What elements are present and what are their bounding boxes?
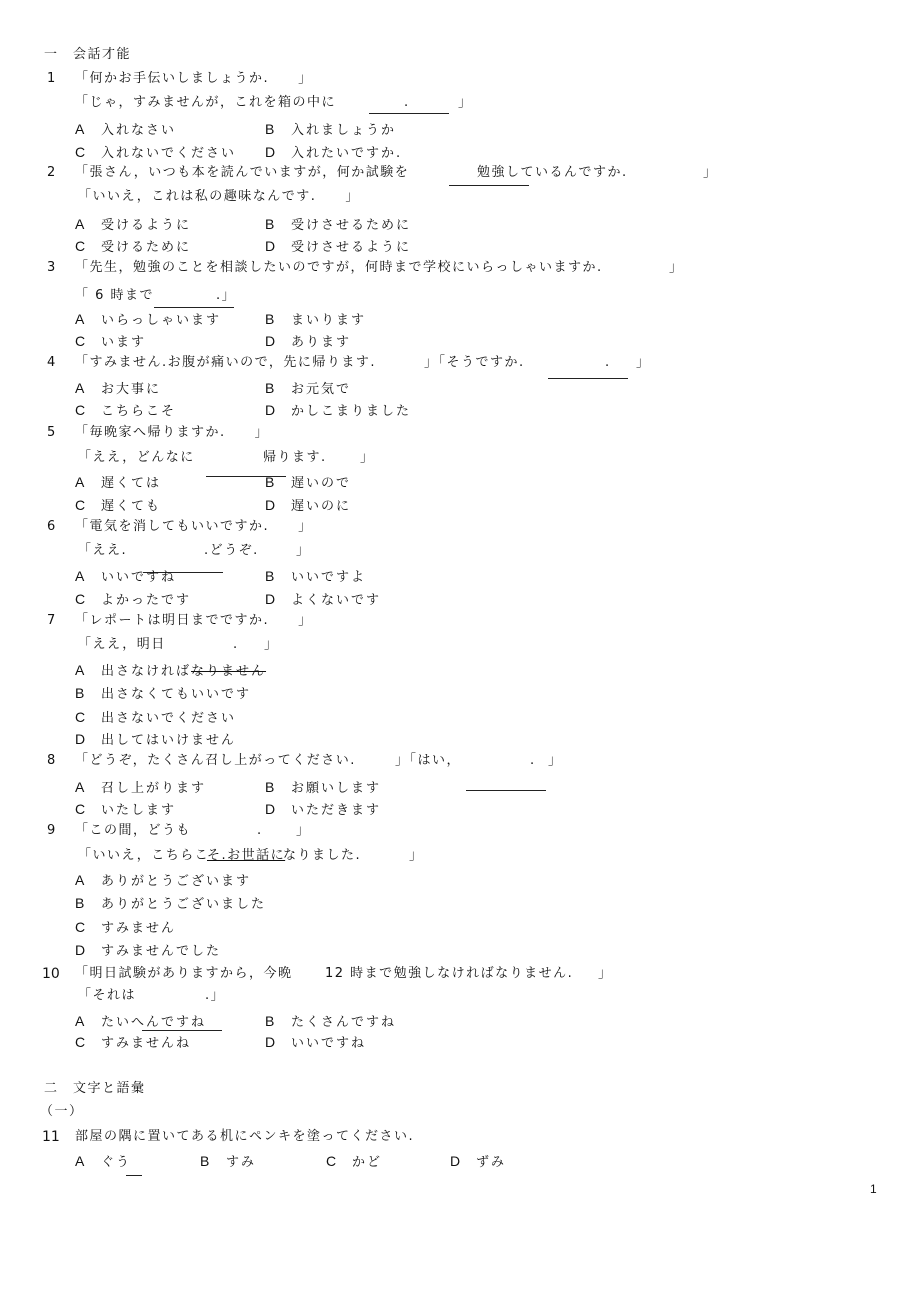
option-c: C こちらこそ bbox=[75, 402, 177, 419]
question-line: 「レポートは明日までですか. 」 bbox=[75, 613, 313, 628]
option-b: B お元気で bbox=[265, 380, 352, 397]
option-c: C すみませんね bbox=[75, 1034, 192, 1051]
option-b: B ありがとうございました bbox=[75, 895, 267, 912]
question-line: 「明日試験がありますから，今晩 bbox=[75, 966, 293, 981]
page-number: 1 bbox=[870, 1182, 877, 1196]
option-b: B お願いします bbox=[265, 779, 382, 796]
option-c: C 出さないでください bbox=[75, 709, 237, 726]
question-line: 「いいえ，こちらこ bbox=[78, 848, 210, 863]
question-line: 「電気を消してもいいですか. 」 bbox=[75, 519, 313, 534]
close-bracket: 」 bbox=[548, 753, 563, 768]
option-a: A ぐう bbox=[75, 1153, 132, 1170]
option-b: B たくさんですね bbox=[265, 1013, 397, 1030]
question-number: 5 bbox=[47, 425, 56, 440]
question-number: 4 bbox=[47, 355, 56, 370]
question-line: 「張さん，いつも本を読んでいますが，何か試験を bbox=[75, 165, 410, 180]
option-b: B いいですよ bbox=[265, 568, 367, 585]
option-c: C かど bbox=[326, 1153, 383, 1170]
close-bracket: 」 bbox=[264, 637, 279, 652]
option-d: D すみませんでした bbox=[75, 942, 222, 959]
question-line: 「すみません.お腹が痛いので，先に帰ります. bbox=[75, 355, 377, 370]
question-line: 勉強しているんですか. bbox=[477, 165, 628, 180]
question-number: 10 bbox=[42, 966, 60, 982]
option-b: B 遅いので bbox=[265, 474, 352, 491]
underline-mark bbox=[126, 1175, 142, 1176]
question-line: なりました. bbox=[283, 848, 362, 863]
option-a: A ありがとうございます bbox=[75, 872, 252, 889]
option-c: C 入れないでください bbox=[75, 144, 237, 161]
answer-blank bbox=[369, 113, 449, 114]
period-bracket: .」 bbox=[216, 288, 237, 303]
option-d: D 出してはいけません bbox=[75, 731, 237, 748]
close-bracket: 」 bbox=[598, 966, 613, 981]
question-line: 「それは bbox=[78, 988, 137, 1003]
section-heading-conversation: 一 会話才能 bbox=[44, 47, 132, 62]
option-c: C いたします bbox=[75, 801, 177, 818]
question-line: 12 時まで勉強しなければなりません. bbox=[325, 966, 574, 981]
answer-blank bbox=[154, 307, 234, 308]
option-a: A いいですね bbox=[75, 568, 177, 585]
question-line: 部屋の隅に置いてある机にペンキを塗ってください. bbox=[75, 1129, 415, 1144]
question-line: そ.お世話に bbox=[207, 848, 286, 863]
period: . bbox=[257, 823, 263, 838]
option-c: C すみません bbox=[75, 919, 177, 936]
question-line: 「この間，どうも bbox=[75, 823, 192, 838]
question-line: 」「そうですか. bbox=[424, 355, 525, 370]
option-d: D 入れたいですか. bbox=[265, 144, 403, 161]
option-c: C 受けるために bbox=[75, 238, 192, 255]
question-line: 」「はい， bbox=[395, 753, 462, 768]
section-heading-vocabulary: 二 文字と語彙 bbox=[44, 1081, 146, 1096]
close-bracket: 」 bbox=[703, 165, 718, 180]
question-number: 11 bbox=[42, 1129, 60, 1145]
option-b: B 出さなくてもいいです bbox=[75, 685, 252, 702]
period: . bbox=[605, 355, 611, 370]
period: . bbox=[530, 753, 536, 768]
question-line: 「何かお手伝いしましょうか. 」 bbox=[75, 71, 313, 86]
question-line: 「 6 時まで bbox=[75, 288, 155, 303]
option-d: D ずみ bbox=[450, 1153, 507, 1170]
close-bracket: 」 bbox=[296, 543, 311, 558]
option-b: B 受けさせるために bbox=[265, 216, 412, 233]
close-bracket: 」 bbox=[669, 260, 684, 275]
answer-blank bbox=[548, 378, 628, 379]
question-number: 1 bbox=[47, 71, 56, 86]
subsection-label: （一） bbox=[40, 1104, 84, 1119]
question-line: .どうぞ. bbox=[204, 543, 259, 558]
question-number: 7 bbox=[47, 613, 56, 628]
option-b: B すみ bbox=[200, 1153, 257, 1170]
question-line: 「ええ，どんなに bbox=[78, 450, 195, 465]
question-number: 2 bbox=[47, 165, 56, 180]
option-a: A 召し上がります bbox=[75, 779, 207, 796]
question-line: 「ええ，明日 bbox=[78, 637, 166, 652]
option-c: C 遅くても bbox=[75, 497, 162, 514]
question-line: 「毎晩家へ帰りますか. 」 bbox=[75, 425, 270, 440]
answer-blank bbox=[449, 185, 529, 186]
option-a: A 出さなければなりません bbox=[75, 662, 267, 679]
option-d: D いいですね bbox=[265, 1034, 367, 1051]
option-d: D かしこまりました bbox=[265, 402, 412, 419]
period-bracket: .」 bbox=[205, 988, 226, 1003]
option-d: D 遅いのに bbox=[265, 497, 352, 514]
option-a: A お大事に bbox=[75, 380, 162, 397]
question-number: 6 bbox=[47, 519, 56, 534]
close-bracket: 」 bbox=[458, 95, 473, 110]
close-bracket: 」 bbox=[409, 848, 424, 863]
question-number: 8 bbox=[47, 753, 56, 768]
option-a: A いらっしゃいます bbox=[75, 311, 222, 328]
question-line: 「いいえ，これは私の趣味なんです. 」 bbox=[78, 189, 360, 204]
question-number: 9 bbox=[47, 823, 56, 838]
period: . bbox=[233, 637, 239, 652]
question-line: 「じゃ，すみませんが，これを箱の中に bbox=[75, 95, 337, 110]
close-bracket: 」 bbox=[296, 823, 311, 838]
option-d: D 受けさせるように bbox=[265, 238, 412, 255]
question-line: 「ええ. bbox=[78, 543, 128, 558]
question-number: 3 bbox=[47, 260, 56, 275]
option-a: A 受けるように bbox=[75, 216, 192, 233]
option-a: A 遅くては bbox=[75, 474, 162, 491]
question-line: 帰ります. bbox=[263, 450, 327, 465]
option-a: A たいへんですね bbox=[75, 1013, 207, 1030]
answer-blank bbox=[466, 790, 546, 791]
option-d: D あります bbox=[265, 333, 352, 350]
period: . bbox=[404, 95, 410, 110]
question-line: 「どうぞ，たくさん召し上がってください. bbox=[75, 753, 356, 768]
option-c: C よかったです bbox=[75, 591, 192, 608]
question-line: 「先生，勉強のことを相談したいのですが，何時まで学校にいらっしゃいますか. bbox=[75, 260, 603, 275]
option-b: B まいります bbox=[265, 311, 367, 328]
option-b: B 入れましょうか bbox=[265, 121, 397, 138]
option-d: D いただきます bbox=[265, 801, 382, 818]
close-bracket: 」 bbox=[360, 450, 375, 465]
option-d: D よくないです bbox=[265, 591, 382, 608]
close-bracket: 」 bbox=[636, 355, 651, 370]
option-c: C います bbox=[75, 333, 147, 350]
option-a: A 入れなさい bbox=[75, 121, 177, 138]
